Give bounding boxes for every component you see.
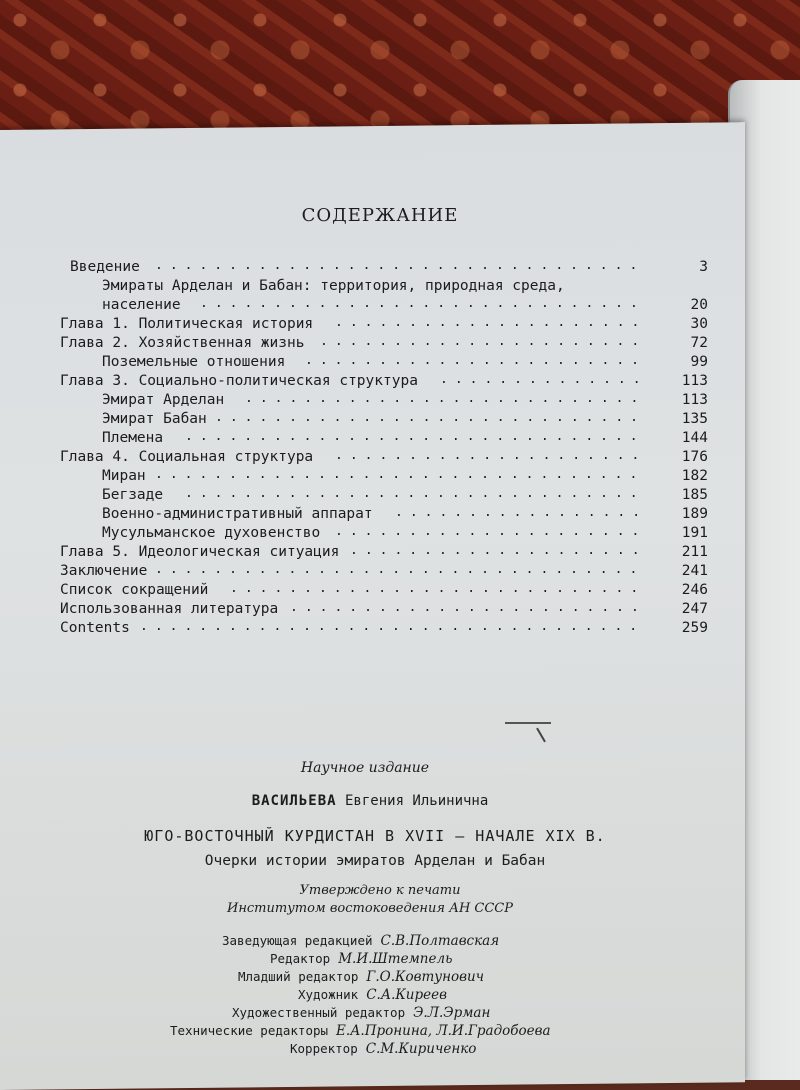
book-subtitle: Очерки истории эмиратов Арделан и Бабан xyxy=(204,853,546,869)
credit-role: Младший редактор xyxy=(238,969,359,984)
credit-role: Художник xyxy=(298,987,359,1002)
toc-leader-dots: ..................... xyxy=(335,524,647,539)
credit-name: М.И.Штемпель xyxy=(338,951,453,967)
toc-row xyxy=(60,258,720,277)
toc-label: Эмираты Арделан и Бабан: территория, природная среда, xyxy=(102,278,565,294)
credit-name: Е.А.Пронина, Л.И.Градобоева xyxy=(336,1023,551,1039)
toc-page-number: 113 xyxy=(681,392,708,408)
toc-leader-dots: .............. xyxy=(440,372,648,387)
toc-label: Заключение xyxy=(60,563,148,579)
credit-name: Э.Л.Эрман xyxy=(413,1005,491,1021)
toc-label: Военно-административный аппарат xyxy=(102,506,373,522)
toc-leader-dots: .................... xyxy=(350,543,647,558)
credit-line xyxy=(298,987,447,1003)
credit-line xyxy=(238,969,484,985)
toc-label: Глава 1. Политическая история xyxy=(60,316,314,332)
toc-page-number: 72 xyxy=(690,335,708,351)
credit-line xyxy=(170,1023,551,1039)
approved-line-2: Институтом востоковедения АН СССР xyxy=(227,901,513,916)
toc-label: Эмират Бабан xyxy=(102,411,207,427)
toc-page-number: 182 xyxy=(681,468,708,484)
credit-role: Технические редакторы xyxy=(170,1023,329,1038)
toc-label: Глава 4. Социальная структура xyxy=(60,449,314,465)
book-title: ЮГО-ВОСТОЧНЫЙ КУРДИСТАН В XVII – НАЧАЛЕ XIX В. xyxy=(144,827,606,845)
toc-page-number: 189 xyxy=(681,506,708,522)
toc-leader-dots: ................. xyxy=(395,505,648,520)
toc-page-number: 135 xyxy=(681,411,708,427)
credit-line xyxy=(222,933,499,949)
credit-name: С.М.Кириченко xyxy=(365,1041,477,1057)
contents-title: СОДЕРЖАНИЕ xyxy=(301,205,459,226)
credit-role: Корректор xyxy=(290,1041,358,1056)
toc-leader-dots: ............................ xyxy=(230,581,646,596)
toc-label: Эмират Арделан xyxy=(102,392,225,408)
toc-leader-dots: ..................... xyxy=(335,448,647,463)
toc-label: Contents xyxy=(60,620,130,636)
toc-page-number: 241 xyxy=(681,563,708,579)
toc-label: Глава 5. Идеологическая ситуация xyxy=(60,544,340,560)
toc-page-number: 191 xyxy=(681,525,708,541)
toc-leader-dots: ................................. xyxy=(155,467,645,482)
credit-name: С.А.Киреев xyxy=(366,987,447,1003)
credit-role: Редактор xyxy=(270,951,331,966)
toc-label: Введение xyxy=(70,259,140,275)
toc-leader-dots: ........................ xyxy=(290,600,646,615)
credit-role: Заведующая редакцией xyxy=(222,933,373,948)
credit-line xyxy=(290,1041,476,1057)
author-surname: ВАСИЛЬЕВА xyxy=(251,793,337,809)
toc-leader-dots: ............................. xyxy=(215,410,645,425)
pen-mark xyxy=(505,722,551,724)
toc-page-number: 30 xyxy=(690,316,708,332)
toc-leader-dots: .................................. xyxy=(140,619,645,634)
toc-label: Поземельные отношения xyxy=(102,354,286,370)
approved-line-1: Утверждено к печати xyxy=(299,883,461,898)
credit-line xyxy=(270,951,452,967)
credit-line xyxy=(232,1005,490,1021)
toc-label: Миран xyxy=(102,468,146,484)
series-label: Научное издание xyxy=(300,760,430,776)
toc-leader-dots: ............................... xyxy=(185,429,645,444)
toc-page-number: 185 xyxy=(681,487,708,503)
toc-label: население xyxy=(102,297,181,313)
toc-page-number: 3 xyxy=(699,259,708,275)
toc-label: Глава 3. Социально-политическая структура xyxy=(60,373,418,389)
toc-label: Племена xyxy=(102,430,164,446)
toc-leader-dots: ....................... xyxy=(305,353,647,368)
toc-page-number: 259 xyxy=(681,620,708,636)
toc-leader-dots: ................................. xyxy=(155,562,645,577)
credit-name: С.В.Полтавская xyxy=(380,933,500,949)
toc-row xyxy=(60,619,720,638)
toc-label: Список сокращений xyxy=(60,582,209,598)
toc-page-number: 99 xyxy=(690,354,708,370)
author-name: Евгения Ильинична xyxy=(345,793,489,809)
author-line xyxy=(0,793,770,809)
toc-page-number: 176 xyxy=(681,449,708,465)
toc-page-number: 144 xyxy=(681,430,708,446)
credit-name: Г.О.Ковтунович xyxy=(366,969,485,985)
table-of-contents xyxy=(60,258,720,638)
toc-page-number: 246 xyxy=(681,582,708,598)
toc-label: Мусульманское духовенство xyxy=(102,525,321,541)
toc-leader-dots: ..................... xyxy=(335,315,647,330)
toc-page-number: 211 xyxy=(681,544,708,560)
toc-leader-dots: ................................. xyxy=(155,258,645,273)
toc-leader-dots: .............................. xyxy=(200,296,645,311)
toc-page-number: 20 xyxy=(690,297,708,313)
toc-label: Глава 2. Хозяйственная жизнь xyxy=(60,335,305,351)
toc-page-number: 247 xyxy=(681,601,708,617)
toc-leader-dots: ............................... xyxy=(185,486,645,501)
toc-leader-dots: ........................... xyxy=(245,391,646,406)
toc-page-number: 113 xyxy=(681,373,708,389)
toc-leader-dots: ...................... xyxy=(320,334,647,349)
credit-role: Художественный редактор xyxy=(232,1005,406,1020)
toc-label: Использованная литература xyxy=(60,601,279,617)
toc-label: Бегзаде xyxy=(102,487,164,503)
